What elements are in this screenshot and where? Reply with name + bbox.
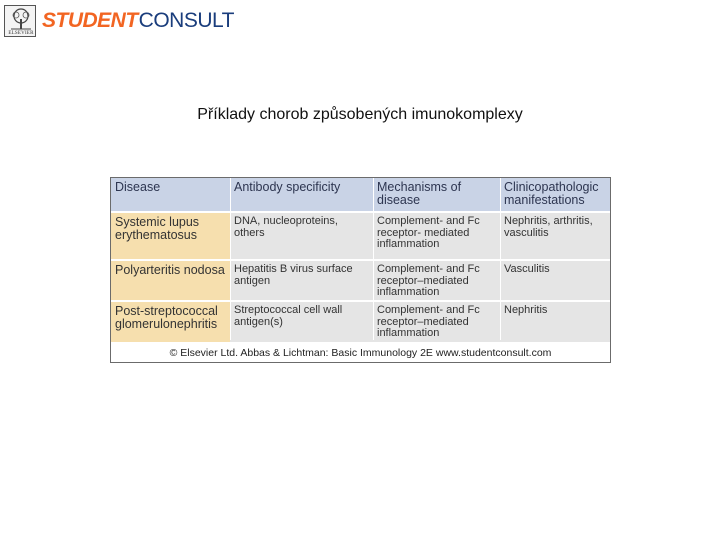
cell-manifestation: Vasculitis: [500, 261, 610, 300]
elsevier-tree-icon: [4, 5, 36, 37]
brand-consult: CONSULT: [138, 9, 234, 32]
copyright-footer: © Elsevier Ltd. Abbas & Lichtman: Basic Immunology 2E www.studentconsult.com: [169, 347, 552, 359]
cell-mechanism: Complement- and Fc receptor–mediated inflammation: [373, 261, 500, 300]
column-divider: [230, 178, 231, 340]
header-disease: Disease: [115, 180, 161, 194]
table-grid: [111, 178, 610, 340]
cell-mechanism: Complement- and Fc receptor–mediated inflammation: [373, 302, 500, 342]
cell-antibody: DNA, nucleoproteins, others: [230, 213, 373, 259]
header-antibody-specificity: Antibody specificity: [234, 180, 341, 194]
student-consult-logo: [4, 4, 234, 38]
elsevier-wordmark: ELSEVIER: [8, 31, 34, 36]
table-row: [111, 302, 610, 342]
table-row: [111, 261, 610, 300]
column-divider: [500, 178, 501, 340]
brand-name: [42, 9, 234, 33]
cell-manifestation: Nephritis, arthritis, vasculitis: [500, 213, 610, 259]
cell-manifestation: Nephritis: [500, 302, 610, 342]
immune-complex-table-figure: [110, 177, 611, 363]
cell-mechanism: Complement- and Fc receptor- mediated inflammation: [373, 213, 500, 259]
cell-disease: Polyarteritis nodosa: [111, 261, 230, 300]
column-divider: [373, 178, 374, 340]
header-manifestations: Clinicopathologic manifestations: [504, 180, 599, 207]
slide-title: Příklady chorob způsobených imunokomplexy: [197, 106, 523, 123]
table-row: [111, 213, 610, 259]
cell-disease: Post-streptococcal glomerulonephritis: [111, 302, 230, 342]
brand-student: STUDENT: [42, 9, 138, 32]
cell-antibody: Hepatitis B virus surface antigen: [230, 261, 373, 300]
cell-antibody: Streptococcal cell wall antigen(s): [230, 302, 373, 342]
header-mechanisms: Mechanisms of disease: [377, 180, 462, 207]
cell-disease: Systemic lupus erythematosus: [111, 213, 230, 259]
table-header-row: [111, 178, 610, 211]
